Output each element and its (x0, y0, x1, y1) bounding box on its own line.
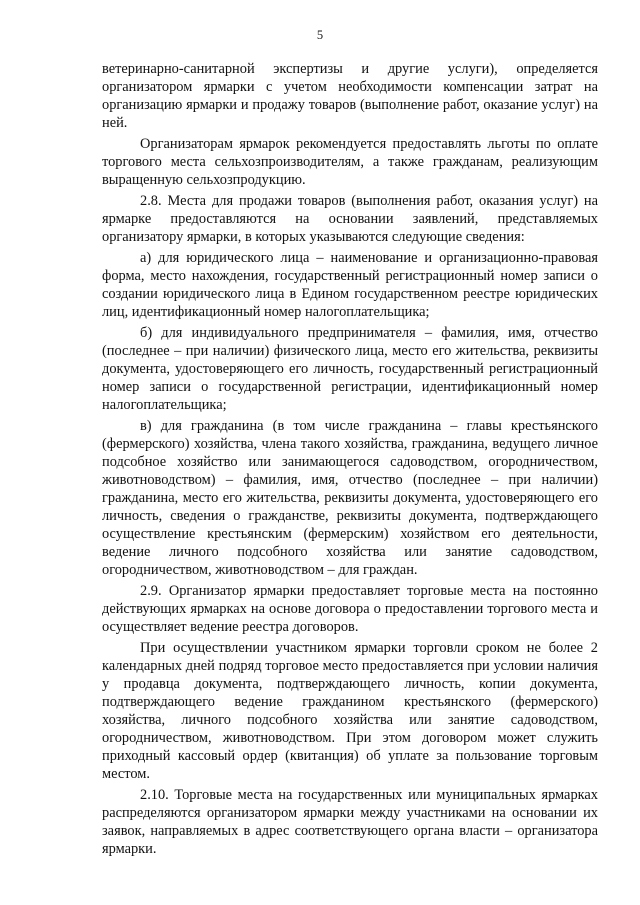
paragraph-2-8: 2.8. Места для продажи товаров (выполнения работ, оказания услуг) на ярмарке предоставляются на основании заявлений, представляемых организатору ярмарки, в которых указываются следующие сведения: (102, 193, 598, 245)
paragraph-continuation: ветеринарно-санитарной экспертизы и другие услуги), определяется организатором ярмарки с учетом необходимости компенсации затрат на организацию ярмарки и продажу товаров (выполнение работ, оказание услуг) на ней. (102, 61, 598, 131)
document-body (102, 60, 598, 861)
paragraph-2-8-v: в) для гражданина (в том числе гражданина – главы крестьянского (фермерского) хозяйства, члена такого хозяйства, гражданина, ведущего личное подсобное хозяйство или занимающегося садоводством, огородничеством, животноводством) – фамилия, имя, отчество (последнее – при наличии) гражданина, место его жительства, реквизиты документа, удостоверяющего его личность, сведения о гражданстве, реквизиты документа, подтверждающего осуществление крестьянским (фермерским) хозяйством его деятельности, ведение личного подсобного хозяйства или занятие садоводством, огородничеством, животноводством – для граждан. (102, 418, 598, 578)
paragraph-benefits: Организаторам ярмарок рекомендуется предоставлять льготы по оплате торгового места сельхозпроизводителям, а также гражданам, реализующим выращенную сельхозпродукцию. (102, 136, 598, 188)
paragraph-short-term-trade: При осуществлении участником ярмарки торговли сроком не более 2 календарных дней подряд торговое место предоставляется при условии наличия у продавца документа, подтверждающего личность, копии документа, подтверждающего ведение гражданином крестьянского (фермерского) хозяйства, личного подсобного хозяйства или занятие садоводством, огородничеством, животноводством. При этом договором может служить приходный кассовый ордер (квитанция) об уплате за пользование торговым местом. (102, 640, 598, 782)
paragraph-2-8-b: б) для индивидуального предпринимателя – фамилия, имя, отчество (последнее – при наличии) физического лица, место его жительства, реквизиты документа, удостоверяющего его личность, государственный регистрационный номер записи о государственной регистрации, идентификационный номер налогоплательщика; (102, 325, 598, 413)
page-number: 5 (316, 28, 324, 42)
paragraph-2-8-a: а) для юридического лица – наименование и организационно-правовая форма, место нахождения, государственный регистрационный номер записи о создании юридического лица в Едином государственном реестре юридических лиц, идентификационный номер налогоплательщика; (102, 250, 598, 320)
paragraph-2-9: 2.9. Организатор ярмарки предоставляет торговые места на постоянно действующих ярмарках на основе договора о предоставлении торгового места и осуществляет ведение реестра договоров. (102, 583, 598, 635)
paragraph-2-10: 2.10. Торговые места на государственных или муниципальных ярмарках распределяются организатором ярмарки между участниками на основании их заявок, направляемых в адрес соответствующего органа власти – организатора ярмарки. (102, 787, 598, 857)
